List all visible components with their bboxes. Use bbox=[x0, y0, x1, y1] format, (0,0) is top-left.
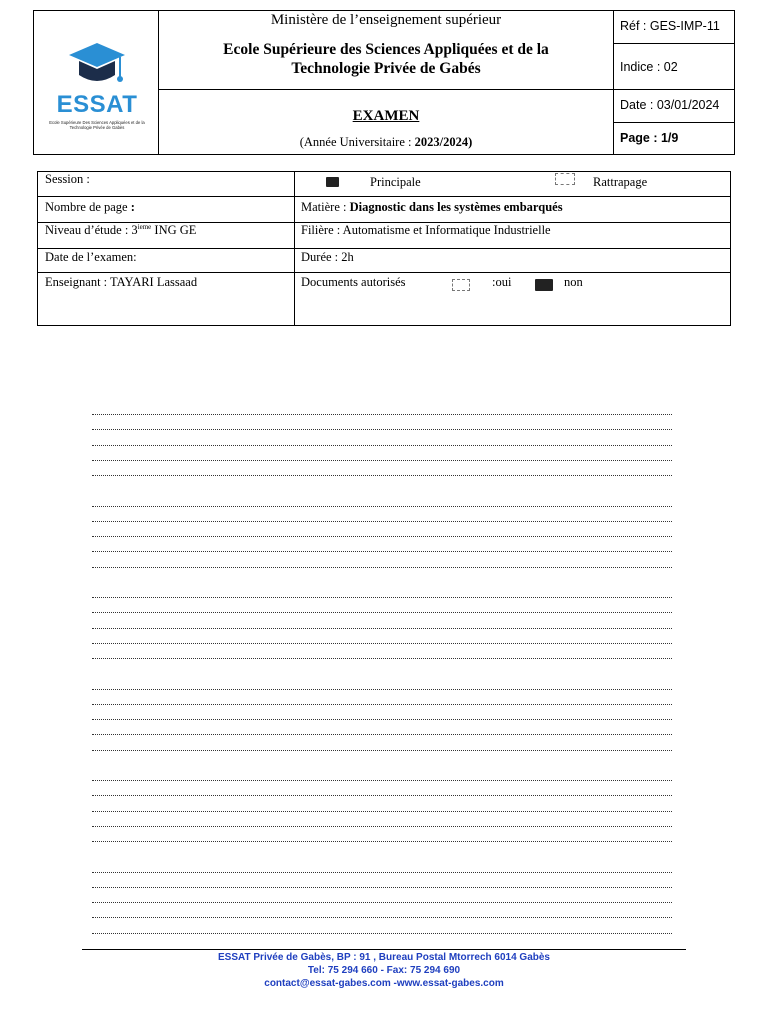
answer-line[interactable] bbox=[92, 445, 672, 447]
exam-date-label: Date de l’examen: bbox=[45, 250, 137, 264]
rattrapage-label: Rattrapage bbox=[593, 175, 648, 189]
duree-field: Durée : 2h bbox=[301, 250, 354, 264]
logo-cell bbox=[34, 11, 159, 154]
page-field: Page : 1/9 bbox=[620, 131, 679, 145]
answer-line[interactable] bbox=[92, 475, 672, 477]
niveau-sup: ieme bbox=[137, 223, 152, 231]
pages-colon: : bbox=[130, 200, 135, 214]
answer-line[interactable] bbox=[92, 933, 672, 935]
answer-line[interactable] bbox=[92, 872, 672, 874]
exam-header bbox=[33, 10, 735, 155]
principale-label: Principale bbox=[370, 175, 421, 189]
matiere-label: Matière : bbox=[301, 200, 347, 214]
documents-label: Documents autorisés bbox=[301, 275, 406, 289]
answer-line[interactable] bbox=[92, 902, 672, 904]
documents-non-checkbox[interactable] bbox=[535, 279, 553, 291]
answer-line[interactable] bbox=[92, 811, 672, 813]
exam-info-table bbox=[37, 171, 731, 326]
session-label: Session : bbox=[45, 172, 90, 186]
matiere-value: Diagnostic dans les systèmes embarqués bbox=[349, 200, 563, 214]
year-value: 2023/2024) bbox=[414, 135, 473, 149]
footer-phone: Tel: 75 294 660 - Fax: 75 294 690 bbox=[307, 965, 461, 976]
answer-line[interactable] bbox=[92, 414, 672, 416]
answer-line[interactable] bbox=[92, 704, 672, 706]
year-prefix: (Année Universitaire : bbox=[299, 135, 415, 149]
indice-field: Indice : 02 bbox=[614, 44, 735, 90]
answer-line[interactable] bbox=[92, 887, 672, 889]
matiere-field bbox=[301, 200, 563, 215]
footer-address: ESSAT Privée de Gabès, BP : 91 , Bureau Postal Mtorrech 6014 Gabès bbox=[218, 952, 550, 963]
documents-non-label: non bbox=[564, 275, 583, 289]
niveau-value: ING GE bbox=[151, 223, 197, 238]
pages-label bbox=[45, 200, 135, 215]
answer-line[interactable] bbox=[92, 658, 672, 660]
answer-line[interactable] bbox=[92, 917, 672, 919]
answer-line[interactable] bbox=[92, 826, 672, 828]
row-pages bbox=[38, 197, 730, 223]
academic-year bbox=[159, 135, 613, 150]
answer-line[interactable] bbox=[92, 536, 672, 538]
answer-line[interactable] bbox=[92, 597, 672, 599]
footer-divider bbox=[82, 949, 686, 950]
documents-oui-checkbox[interactable] bbox=[452, 279, 470, 291]
rattrapage-checkbox[interactable] bbox=[555, 173, 575, 185]
row-enseignant bbox=[38, 273, 730, 325]
answer-line[interactable] bbox=[92, 551, 672, 553]
answer-line[interactable] bbox=[92, 567, 672, 569]
answer-line[interactable] bbox=[92, 506, 672, 508]
answer-line[interactable] bbox=[92, 750, 672, 752]
pages-label-text: Nombre de page bbox=[45, 200, 128, 214]
niveau-label: Niveau d’étude : 3 bbox=[45, 223, 138, 238]
niveau-field bbox=[45, 223, 196, 238]
graduation-cap-icon bbox=[67, 41, 127, 93]
principale-checkbox[interactable] bbox=[326, 177, 339, 187]
school-name-line2: Technologie Privée de Gabés bbox=[291, 60, 481, 77]
answer-line[interactable] bbox=[92, 612, 672, 614]
answer-line[interactable] bbox=[92, 719, 672, 721]
logo-tagline: Ecole Supérieure Des Sciences Appliquées et de la Technologie Privée de Gabès bbox=[49, 120, 145, 130]
institution-cell bbox=[159, 11, 613, 90]
answer-line[interactable] bbox=[92, 795, 672, 797]
ref-field: Réf : GES-IMP-11 bbox=[614, 11, 735, 44]
answer-line[interactable] bbox=[92, 429, 672, 431]
filiere-field: Filière : Automatisme et Informatique Industrielle bbox=[301, 223, 551, 237]
date-field: Date : 03/01/2024 bbox=[614, 90, 735, 123]
row-date bbox=[38, 249, 730, 273]
ministry-name: Ministère de l’enseignement supérieur bbox=[270, 12, 502, 28]
document-meta bbox=[613, 11, 734, 154]
answer-line[interactable] bbox=[92, 628, 672, 630]
answer-line[interactable] bbox=[92, 734, 672, 736]
exam-title-cell bbox=[159, 90, 613, 154]
enseignant-field: Enseignant : TAYARI Lassaad bbox=[45, 275, 198, 289]
documents-oui-label: :oui bbox=[492, 275, 512, 289]
row-session bbox=[38, 172, 730, 197]
logo-wordmark: ESSAT bbox=[56, 91, 138, 118]
answer-line[interactable] bbox=[92, 780, 672, 782]
answer-line[interactable] bbox=[92, 841, 672, 843]
answer-line[interactable] bbox=[92, 689, 672, 691]
school-name-line1: Ecole Supérieure des Sciences Appliquées et de la bbox=[223, 41, 549, 58]
answer-line[interactable] bbox=[92, 643, 672, 645]
answer-line[interactable] bbox=[92, 460, 672, 462]
answer-line[interactable] bbox=[92, 521, 672, 523]
school-name bbox=[159, 40, 613, 78]
essat-logo bbox=[49, 41, 145, 131]
row-niveau bbox=[38, 223, 730, 249]
footer-contact: contact@essat-gabes.com -www.essat-gabes.com bbox=[264, 978, 504, 989]
exam-title: EXAMEN bbox=[352, 108, 420, 124]
